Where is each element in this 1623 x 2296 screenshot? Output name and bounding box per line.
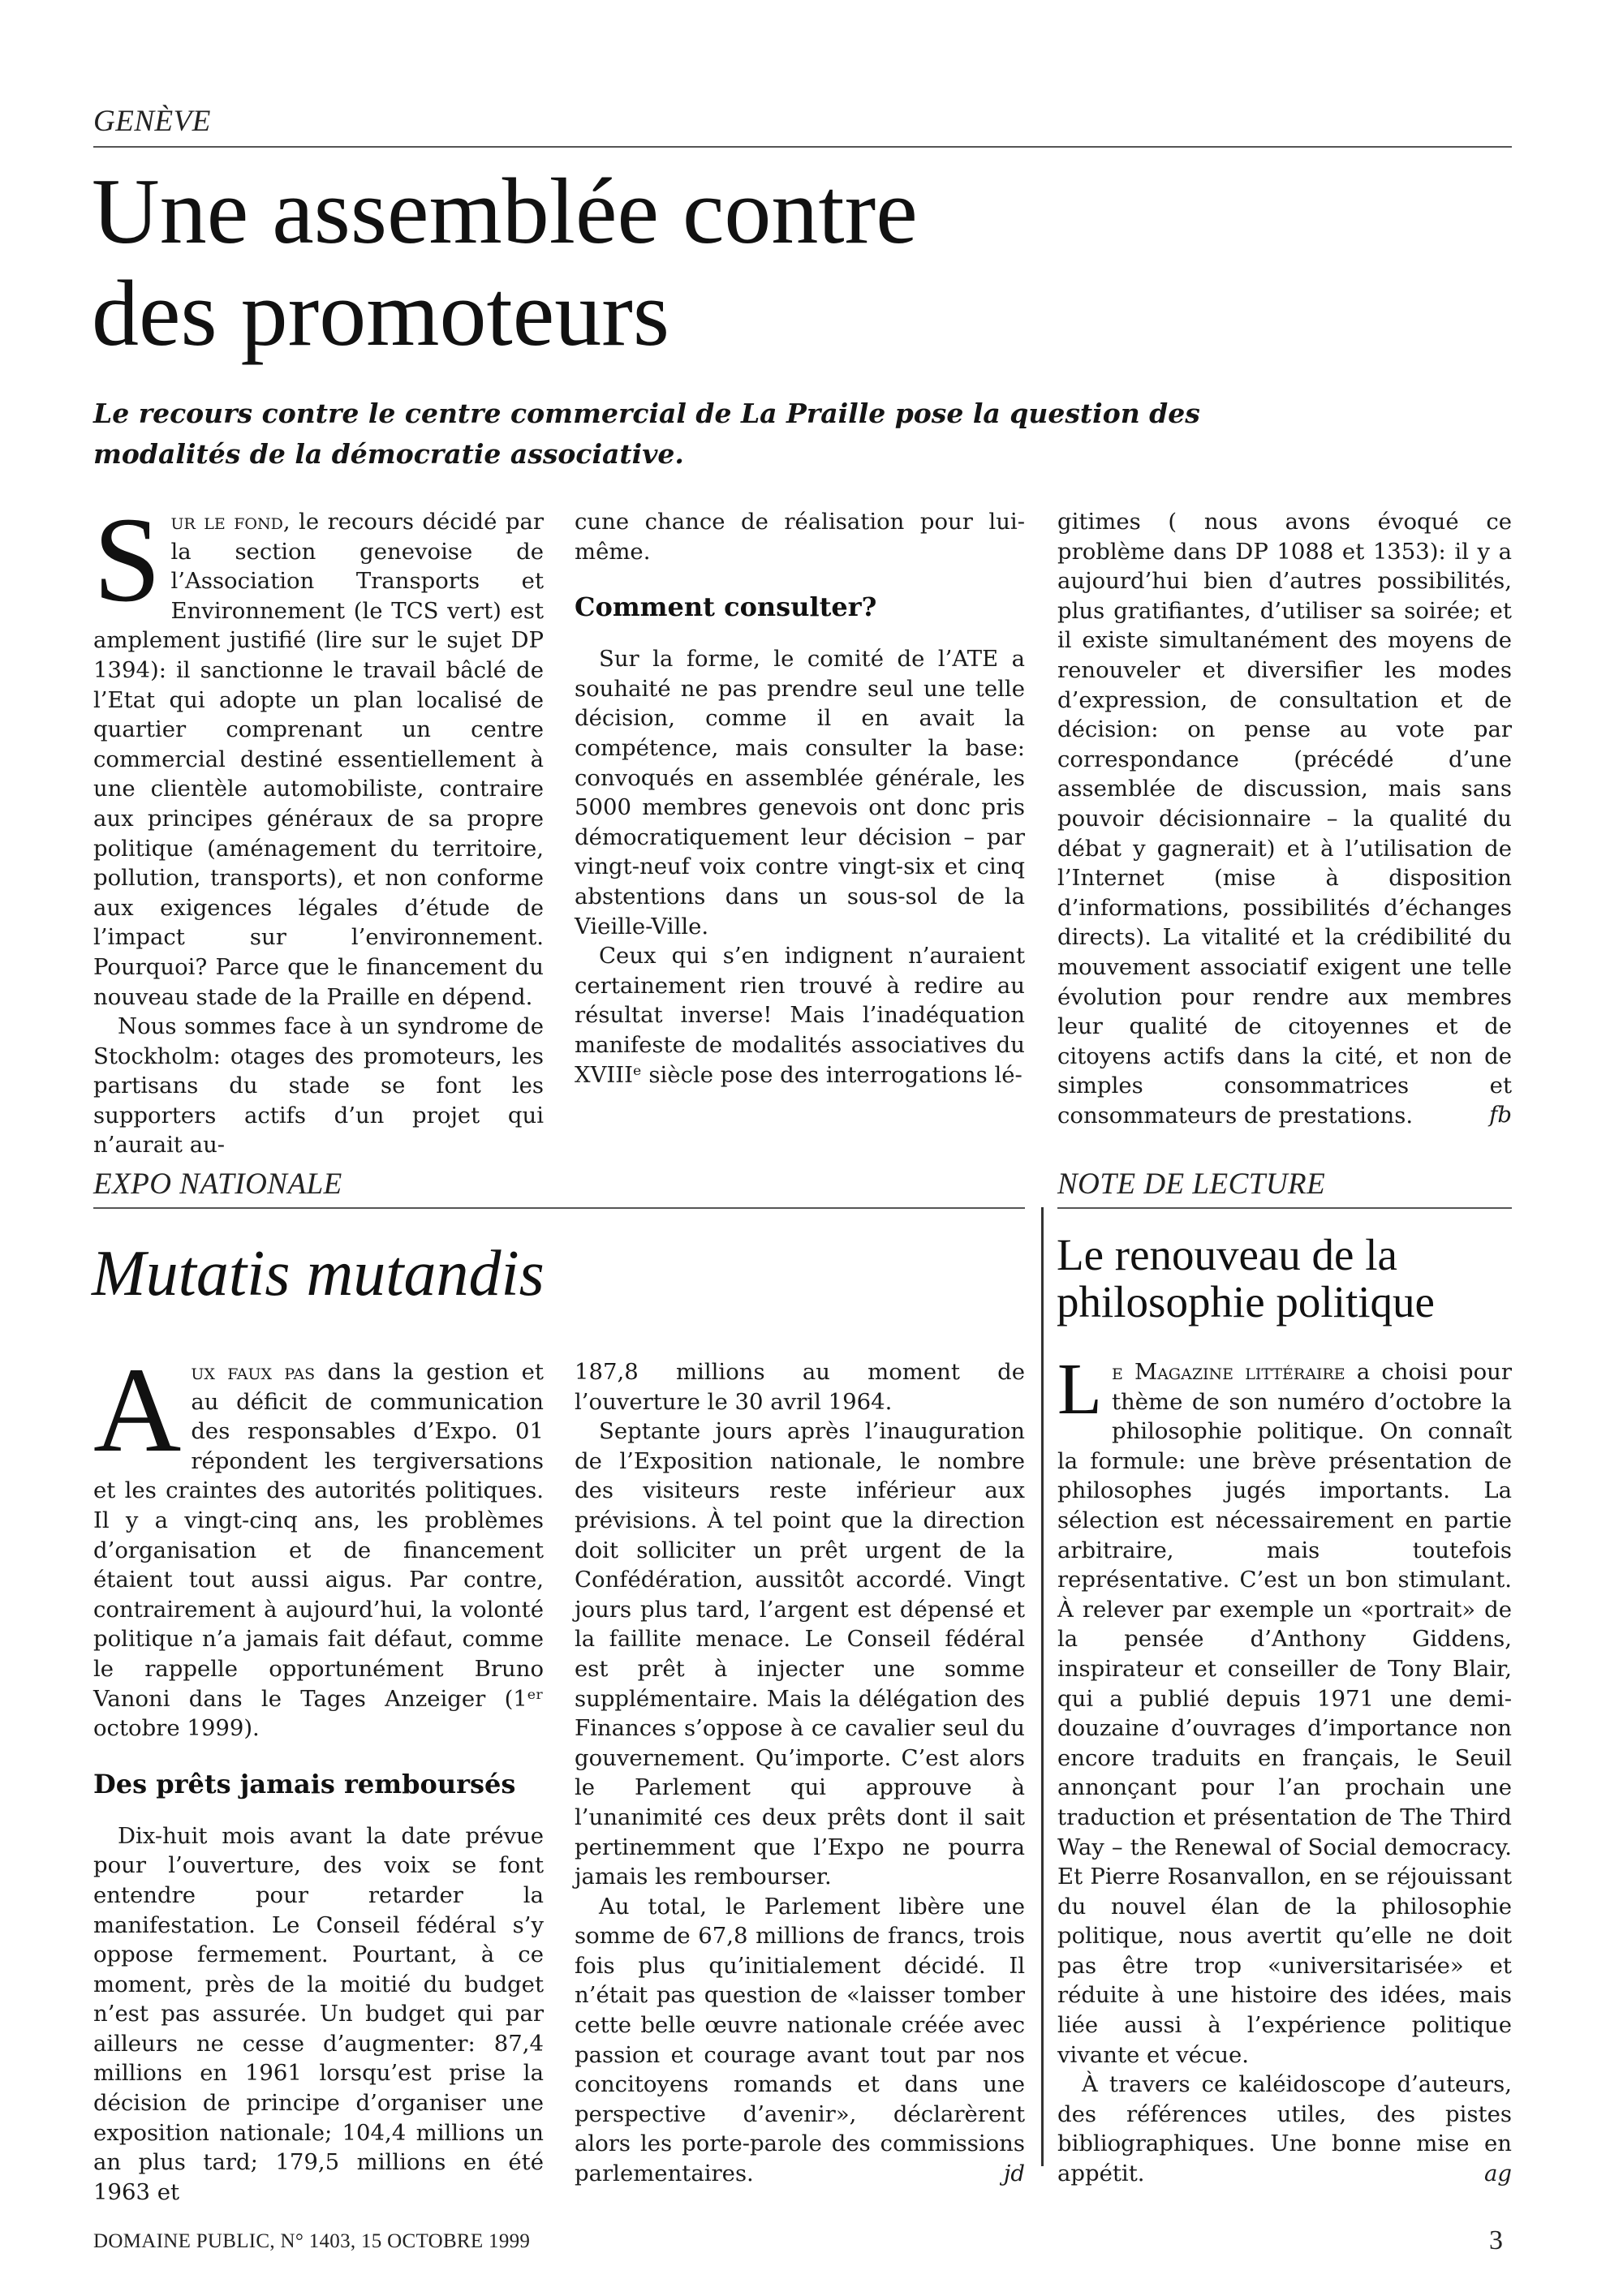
lead-line-1: Le recours contre le centre commercial de La Praille pose la question des [93, 398, 1200, 429]
paragraph-text: a choisi pour thème de son numéro d’octobre la philosophie politique. On connaît la formule: une brève présentation de philosophes jugés importants. La sélection est nécessairement en partie arbitraire, mais toutefois représentative. C’est un bon stimulant. À relever par exemple un «portrait» de la pensée d’Anthony Giddens, inspirateur et conseiller de Tony Blair, qui a publié depuis 1971 une demi-douzaine d’ouvrages d’importance non encore traduits en français, le Seuil annonçant pour l’an prochain une traduction et présentation de The Third Way – the Renewal of Social democracy. Et Pierre Rosanvallon, en se réjouissant du nouvel élan de la philosophie politique, nous avertit qu’elle ne doit pas être trop «universitarisée» et réduite à une histoire des idées, mais liée aussi à l’expérience politique vivante et vécue. [1057, 1359, 1512, 2068]
section-rule-note [1057, 1207, 1512, 1209]
headline-assemblee [92, 161, 1228, 365]
dropcap-s: S [93, 492, 161, 627]
article1-column-2 [575, 507, 1025, 1090]
paragraph-text: , le recours décidé par la section genevoise de l’Association Transports et Environnement (le TCS vert) est amplement justifié (lire sur le sujet DP 1394): il sanctionne le travail bâclé de l’Etat qui adopte un plan localisé de quartier comprenant un centre commercial destiné essentiellement à une clientèle automobiliste, contraire aux principes généraux de sa propre politique (aménagement du territoire, pollution, transports), et non conforme aux exigences légales d’étude de l’impact sur l’environnement. Pourquoi? Parce que le financement du nouveau stade de la Praille en dépend. [93, 509, 544, 1010]
article1-paragraph-2: Nous sommes face à un syndrome de Stockholm: otages des promoteurs, les partisans du stade se font les supporters actifs d’un projet qui n’aurait au- [93, 1013, 544, 1159]
signature-fb: fb [1489, 1102, 1512, 1129]
smallcaps-opening: e Magazine littéraire [1111, 1359, 1345, 1385]
article1-paragraph-3: Sur la forme, le comité de l’ATE a souhaité ne pas prendre seul une telle décision, comme il en avait la compétence, mais consulter la base: convoqués en assemblée générale, les 5000 membres genevois ont donc pris démocratiquement leur décision – par vingt-neuf voix contre vingt-six et cinq abstentions dans un sous-sol de la Vieille-Ville. [575, 646, 1025, 939]
dropcap-l: L [1057, 1349, 1102, 1430]
smallcaps-opening: ur le fond [170, 509, 283, 535]
article3-paragraph-1 [1057, 1349, 1512, 2070]
page-number: 3 [1489, 2225, 1503, 2255]
article1-column-3 [1057, 507, 1512, 1130]
headline-line-2: des promoteurs [92, 262, 669, 366]
article2-paragraph-2: Dix-huit mois avant la date prévue pour l’ouverture, des voix se font entendre pour retarder la manifestation. Le Conseil fédéral s’y oppose fermement. Pourtant, à ce moment, près de la moitié du budget n’est pas assurée. Un budget qui par ailleurs ne cesse d’augmenter: 87,4 millions en 1961 lorsqu’est prise la décision de principe d’organiser une exposition nationale; 104,4 millions un an plus tard; 179,5 millions en été 1963 et [93, 1822, 544, 2205]
article2-paragraph-continued: 187,8 millions au moment de l’ouverture le 30 avril 1964. [575, 1359, 1025, 1415]
headline-line-2: philosophie politique [1057, 1277, 1435, 1326]
article3-paragraph-2: À travers ce kaléidoscope d’auteurs, des références utiles, des pistes bibliographiques. Une bonne mise en appétit. [1057, 2071, 1512, 2187]
section-rule-expo [93, 1207, 1025, 1209]
article1-paragraph-5: gitimes ( nous avons évoqué ce problème dans DP 1088 et 1353): il y a aujourd’hui bien d’autres possibilités, plus gratifiantes, d’utiliser sa soirée; et il existe simultanément des moyens de renouveler et diversifier les modes d’expression, de consultation et de décision: on pense au vote par correspondance (précédé d’une assemblée de discussion, mais sans pouvoir décisionnaire – la qualité du débat y gagnerait) et à l’utilisation de l’Internet (mise à disposition d’informations, possibilités d’échanges directs). La vitalité et la crédibilité du mouvement associatif exigent une telle évolution pour rendre aux membres leur qualité de citoyennes et de citoyens actifs dans la cité, et non de simples consommatrices et consommateurs de prestations. [1057, 509, 1512, 1129]
paragraph-text: dans la gestion et au déficit de communication des responsables d’Expo. 01 répondent les tergiversations et les craintes des autorités politiques. Il y a vingt-cinq ans, les problèmes d’organisation et de financement étaient tout aussi aigus. Par contre, contrairement à aujourd’hui, la volonté politique n’a jamais fait défaut, comme le rappelle opportunément Bruno Vanoni dans le Tages Anzeiger (1ᵉʳ octobre 1999). [93, 1359, 544, 1742]
article1-paragraph-continued: cune chance de réalisation pour lui-même. [575, 509, 1025, 565]
smallcaps-opening: ux faux pas [191, 1359, 316, 1385]
signature-jd: jd [1003, 2160, 1025, 2186]
article1-paragraph-4: Ceux qui s’en indignent n’auraient certainement rien trouvé à redire au résultat inverse! Mais l’inadéquation manifeste de modalités associatives du XVIIIᵉ siècle pose des interrogations lé- [575, 943, 1025, 1088]
column-divider [1041, 1207, 1044, 2166]
headline-renouveau [1057, 1232, 1511, 1326]
signature-ag: ag [1484, 2160, 1512, 2186]
headline-line-1: Une assemblée contre [92, 160, 918, 264]
article2-paragraph-4: Au total, le Parlement libère une somme de 67,8 millions de francs, trois fois plus qu’initialement décidé. Il n’était pas question de «laisser tomber cette belle œuvre nationale créée avec passion et courage avant tout par nos concitoyens romands et dans une perspective d’avenir», déclarèrent alors les porte-parole des commissions parlementaires. [575, 1893, 1025, 2187]
article1-paragraph-1 [93, 492, 544, 1012]
footer-publication: DOMAINE PUBLIC, N° 1403, 15 OCTOBRE 1999 [93, 2230, 531, 2252]
article2-paragraph-1 [93, 1343, 544, 1743]
section-label-note: NOTE DE LECTURE [1057, 1167, 1326, 1201]
subheading-comment-consulter: Comment consulter? [575, 591, 877, 623]
headline-line-1: Le renouveau de la [1057, 1230, 1397, 1279]
article3-column [1057, 1349, 1512, 2188]
dropcap-a: A [93, 1343, 182, 1477]
lead-line-2: modalités de la démocratie associative. [93, 438, 684, 470]
article2-paragraph-3: Septante jours après l’inauguration de l’Exposition nationale, le nombre des visiteurs reste inférieur aux prévisions. À tel point que la direction doit solliciter un prêt urgent de la Confédération, aussitôt accordé. Vingt jours plus tard, l’argent est dépensé et la faillite menace. Le Conseil fédéral est prêt à injecter une somme supplémentaire. Mais la délégation des Finances s’oppose à ce cavalier seul du gouvernement. Qu’importe. C’est alors le Parlement qui approuve à l’unanimité ces deux prêts dont il sait pertinemment que l’Expo ne pourra jamais les rembourser. [575, 1418, 1025, 1890]
article2-column-1 [93, 1343, 544, 2207]
article1-column-1 [93, 492, 544, 1160]
article2-column-2 [575, 1357, 1025, 2188]
headline-mutatis: Mutatis mutandis [92, 1238, 545, 1309]
section-label-geneve: GENÈVE [93, 105, 211, 138]
subheading-prets: Des prêts jamais remboursés [93, 1768, 516, 1799]
section-rule-top [93, 146, 1512, 148]
lead-paragraph [93, 393, 1392, 475]
section-label-expo: EXPO NATIONALE [93, 1167, 342, 1201]
